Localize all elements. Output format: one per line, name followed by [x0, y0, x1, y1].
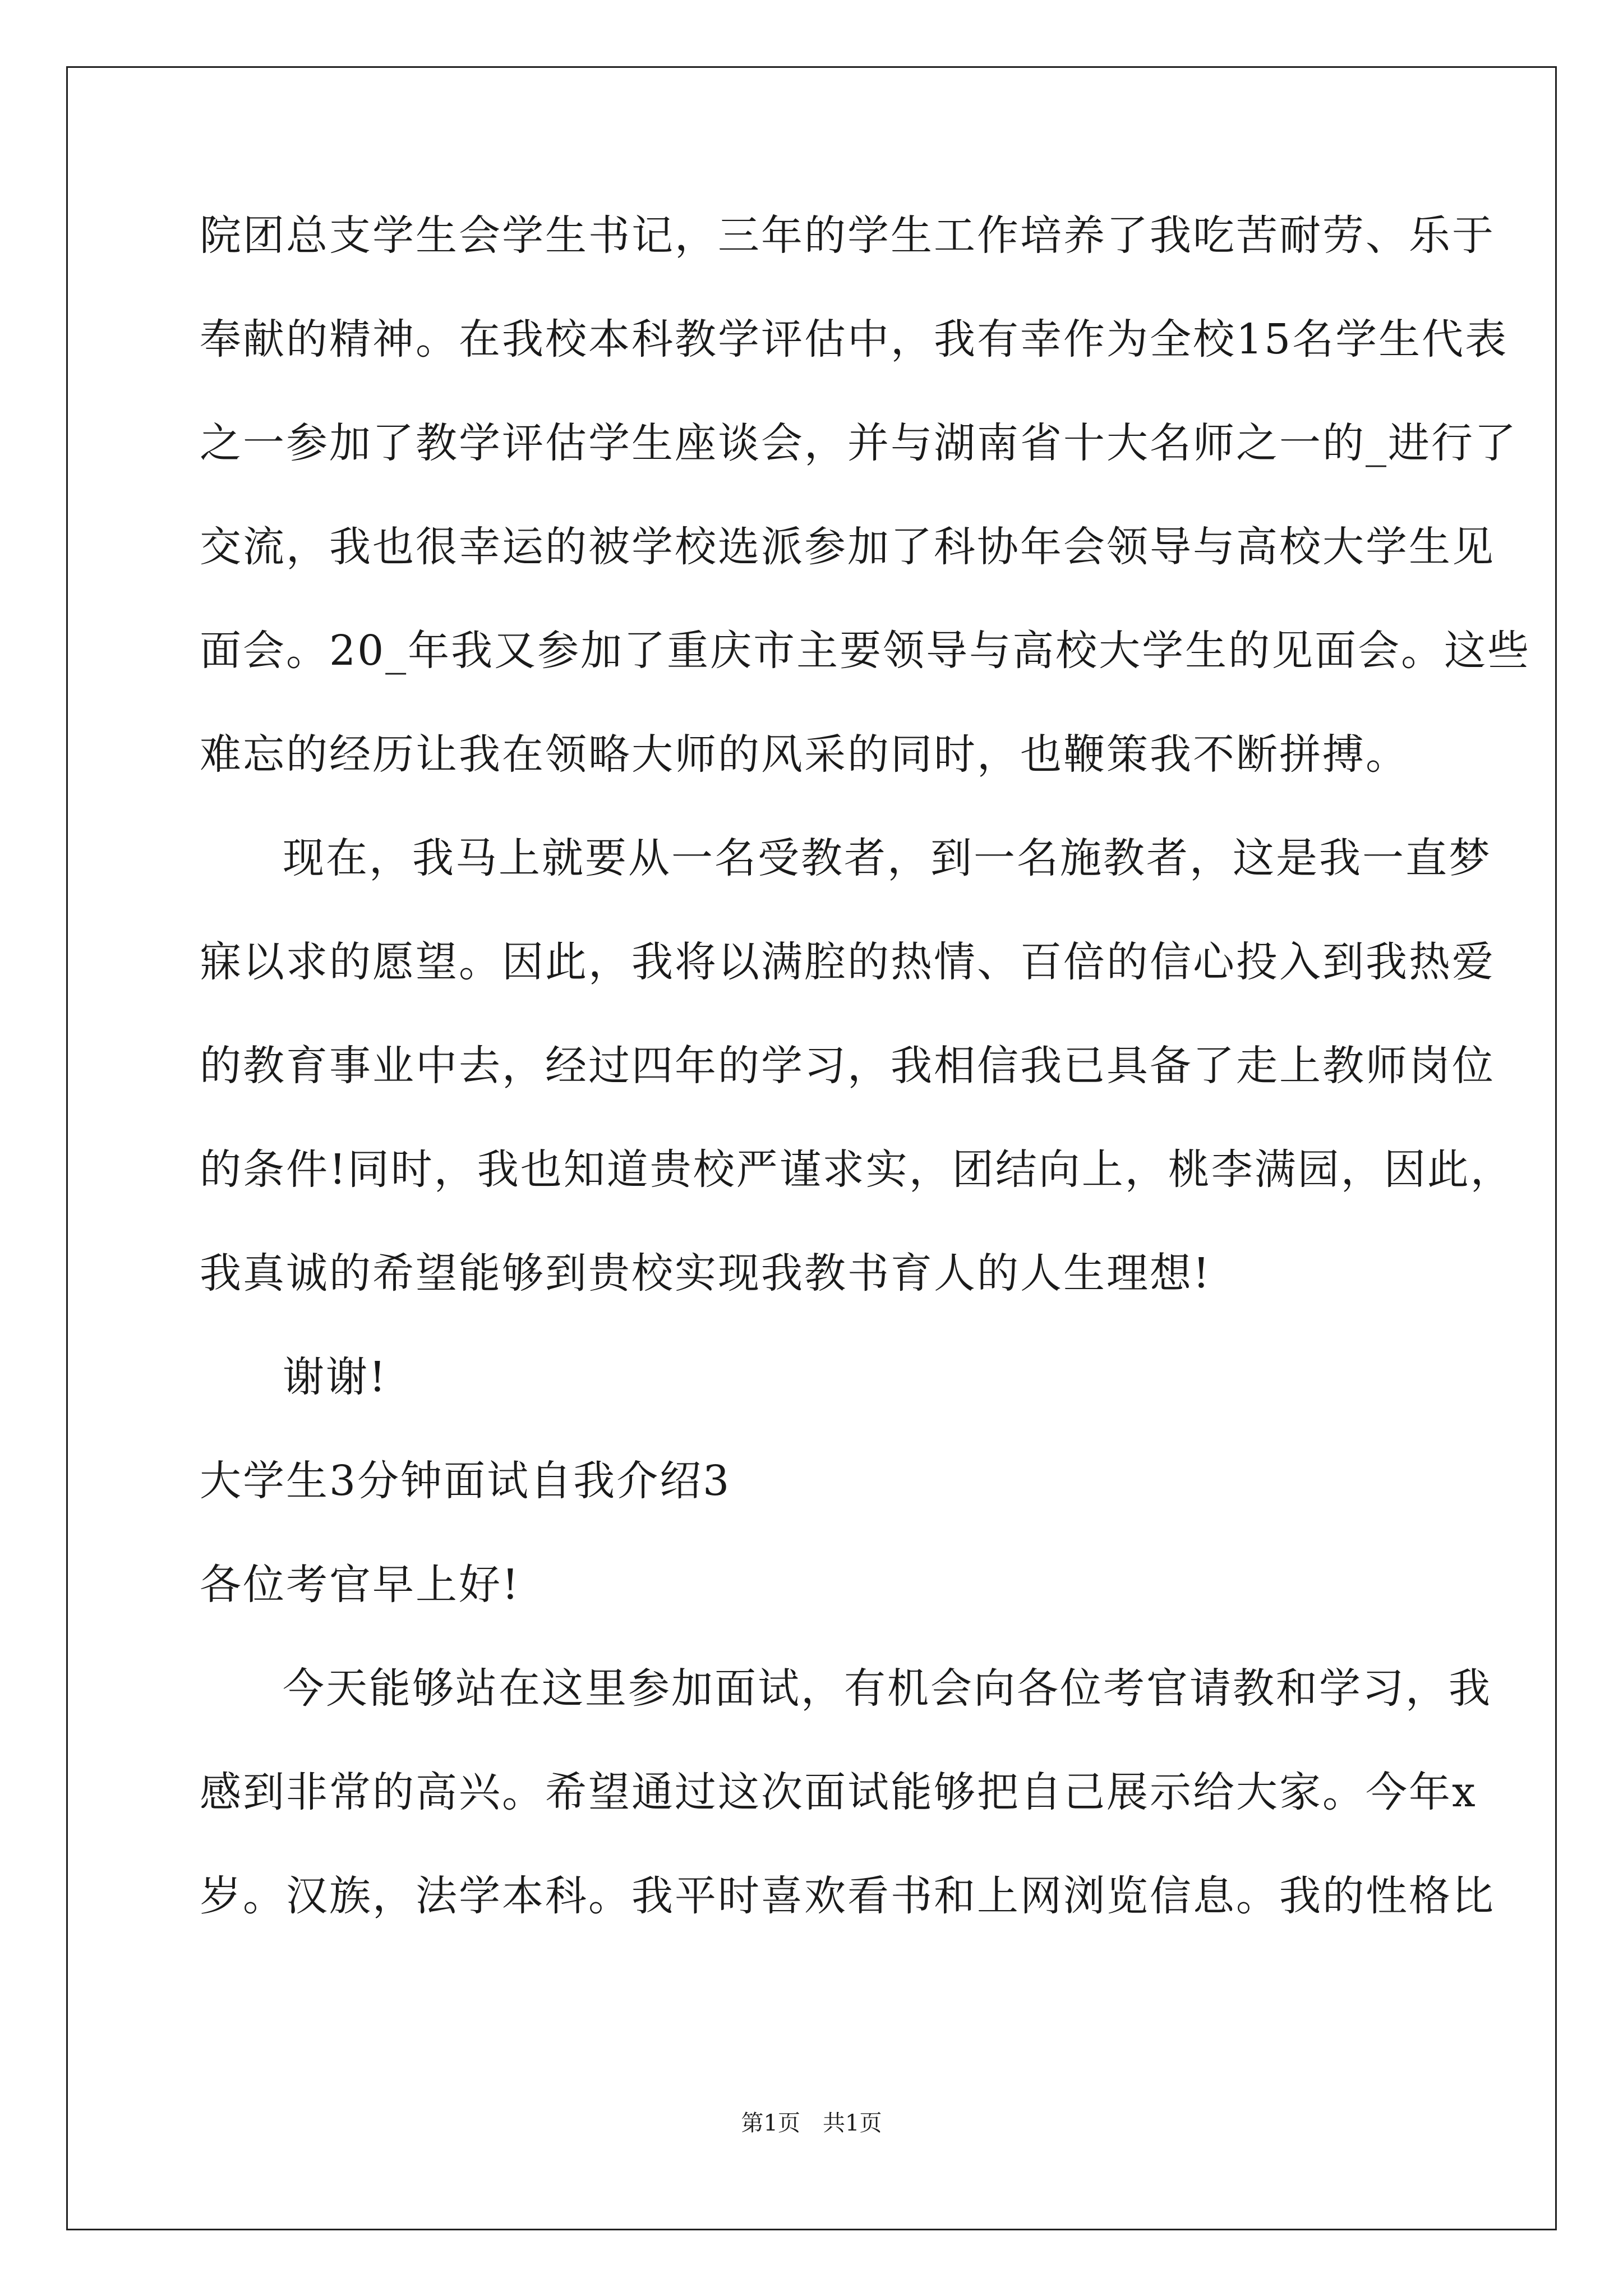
paragraph-line: 岁。汉族，法学本科。我平时喜欢看书和上网浏览信息。我的性格比 — [200, 1872, 1495, 1920]
section-heading: 大学生3分钟面试自我介绍3 — [200, 1457, 731, 1505]
page-number: 第1页 共1页 — [741, 2110, 882, 2136]
paragraph-line: 院团总支学生会学生书记，三年的学生工作培养了我吃苦耐劳、乐于 — [200, 211, 1495, 260]
paragraph-line: 之一参加了教学评估学生座谈会，并与湖南省十大名师之一的_进行了 — [200, 419, 1518, 467]
paragraph-line: 难忘的经历让我在领略大师的风采的同时，也鞭策我不断拼搏。 — [200, 730, 1409, 779]
paragraph-line: 的教育事业中去，经过四年的学习，我相信我已具备了走上教师岗位 — [200, 1042, 1495, 1090]
paragraph-line: 现在，我马上就要从一名受教者，到一名施教者，这是我一直梦 — [283, 834, 1492, 882]
paragraph-line: 奉献的精神。在我校本科教学评估中，我有幸作为全校15名学生代表 — [200, 315, 1509, 364]
paragraph-line: 的条件!同时，我也知道贵校严谨求实，团结向上，桃李满园，因此， — [200, 1145, 1514, 1194]
paragraph-line: 今天能够站在这里参加面试，有机会向各位考官请教和学习，我 — [283, 1664, 1492, 1713]
paragraph-line: 我真诚的希望能够到贵校实现我教书育人的人生理想! — [200, 1249, 1211, 1297]
paragraph-line: 感到非常的高兴。希望通过这次面试能够把自己展示给大家。今年x — [200, 1768, 1477, 1816]
paragraph-line: 交流，我也很幸运的被学校选派参加了科协年会领导与高校大学生见 — [200, 523, 1495, 571]
paragraph-line: 寐以求的愿望。因此，我将以满腔的热情、百倍的信心投入到我热爱 — [200, 938, 1495, 986]
greeting-line: 各位考官早上好! — [200, 1561, 520, 1609]
paragraph-line: 谢谢! — [283, 1353, 388, 1401]
paragraph-line: 面会。20_年我又参加了重庆市主要领导与高校大学生的见面会。这些 — [200, 627, 1531, 675]
